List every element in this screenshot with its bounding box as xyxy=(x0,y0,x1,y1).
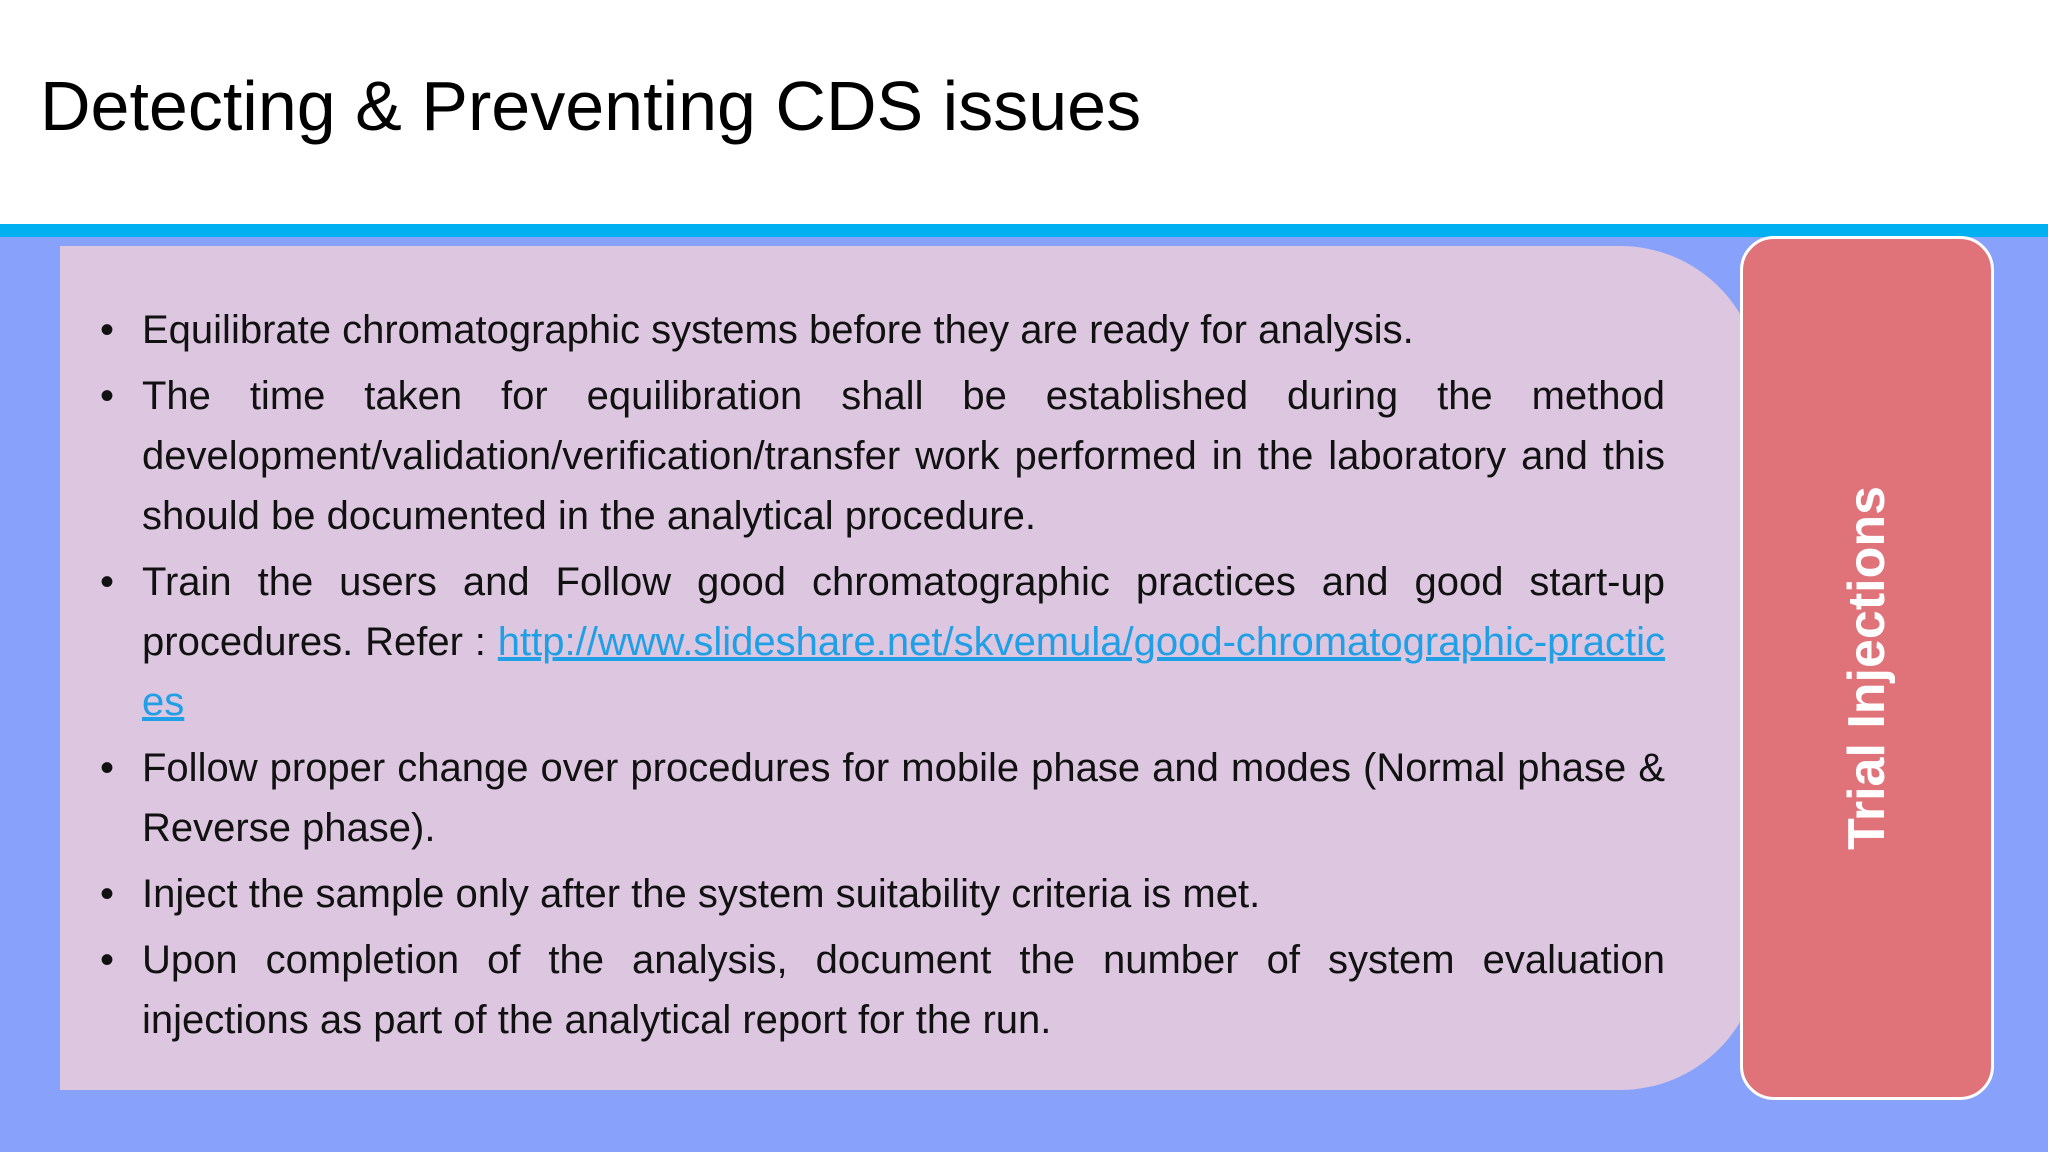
bullet-text: Train the users and Follow good chromatographic practices and good start-up procedures. Refer : xyxy=(142,560,1665,664)
bullet-item xyxy=(100,366,1665,546)
bullet-item xyxy=(100,300,1665,360)
bullet-item xyxy=(100,738,1665,858)
side-tab-label: Trial Injections xyxy=(1838,485,1896,851)
bullet-text: Upon completion of the analysis, document the number of system evaluation injections as part of the analytical report for the run. xyxy=(142,938,1665,1042)
bullet-marker: • xyxy=(100,872,115,916)
bullet-marker: • xyxy=(100,938,115,982)
bullet-marker: • xyxy=(100,374,115,418)
slide-title: Detecting & Preventing CDS issues xyxy=(40,67,1142,145)
bullet-marker: • xyxy=(100,746,115,790)
bullet-item xyxy=(100,930,1665,1050)
reference-link[interactable]: http://www.slideshare.net/skvemula/good-chromatographic-practices xyxy=(142,620,1665,724)
bullet-item xyxy=(100,864,1665,924)
bullet-marker: • xyxy=(100,308,115,352)
bullet-text: Follow proper change over procedures for mobile phase and modes (Normal phase & Reverse phase). xyxy=(142,746,1665,850)
bullet-text: Equilibrate chromatographic systems before they are ready for analysis. xyxy=(142,308,1414,352)
bullet-marker: • xyxy=(100,560,115,604)
side-tab xyxy=(1740,236,1994,1100)
bullet-item xyxy=(100,552,1665,732)
bullet-text: Inject the sample only after the system suitability criteria is met. xyxy=(142,872,1261,916)
bullet-text: The time taken for equilibration shall be established during the method development/validation/verification/transfer work performed in the laboratory and this should be documented in the analytical procedure. xyxy=(142,374,1665,538)
header-rule xyxy=(0,224,2048,237)
bullet-list xyxy=(100,300,1665,1050)
